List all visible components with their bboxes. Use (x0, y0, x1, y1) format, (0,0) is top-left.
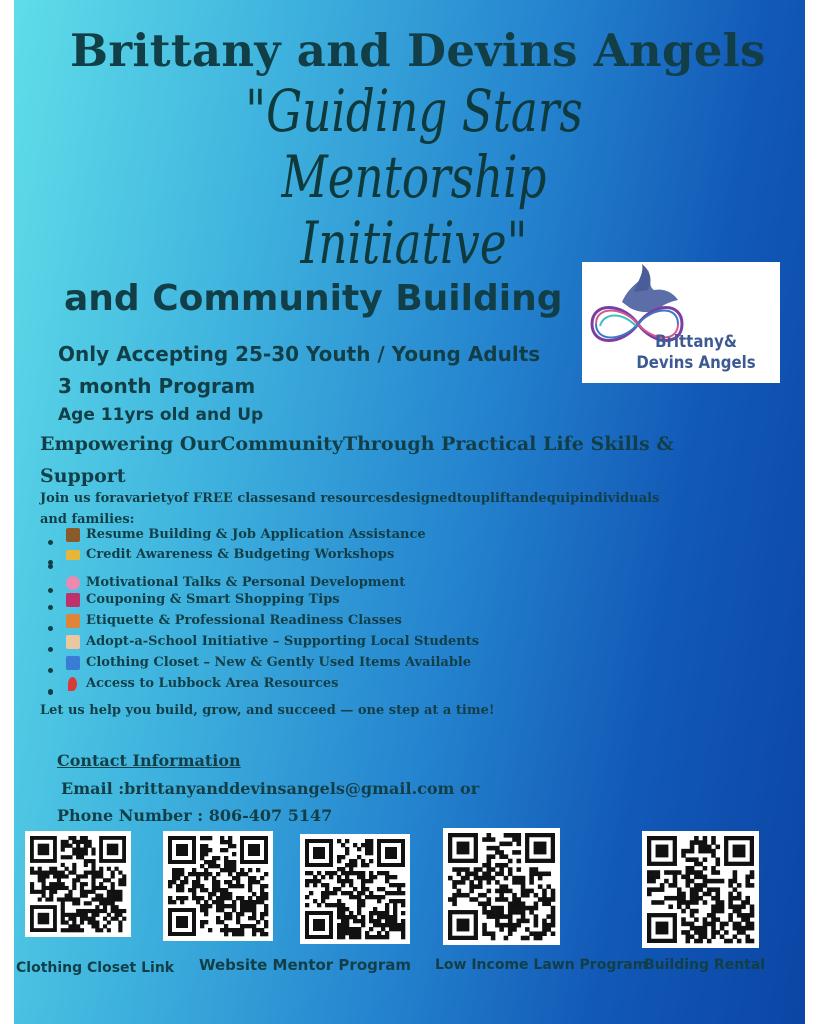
shopping-bags-icon (66, 593, 80, 607)
service-label: Motivational Talks & Personal Development (86, 575, 406, 590)
qr-caption: Clothing Closet Link (16, 960, 175, 976)
org-title: Brittany and Devins Angels (70, 24, 766, 77)
list-item (40, 677, 640, 697)
service-label: Adopt-a-School Initiative – Supporting Local Students (86, 634, 480, 649)
list-item (40, 548, 640, 568)
logo-text: Brittany& Devins Angels (636, 332, 756, 373)
initiative-title: "Guiding Stars Mentorship Initiative" (245, 77, 583, 277)
list-item (40, 614, 640, 634)
bullet (48, 690, 53, 695)
accepting-line: Only Accepting 25-30 Youth / Young Adults (58, 342, 541, 366)
service-label: Clothing Closet – New & Gently Used Items Available (86, 655, 472, 670)
bullet (48, 564, 53, 569)
qr-caption: Website Mentor Program (199, 956, 412, 974)
qr-code-building-rental[interactable] (642, 831, 759, 948)
qr-code-clothing-closet[interactable] (25, 831, 131, 937)
age-line: Age 11yrs old and Up (58, 405, 264, 425)
qr-caption: Building Rental (644, 957, 766, 973)
service-label: Credit Awareness & Budgeting Workshops (86, 547, 395, 562)
school-icon (66, 635, 80, 649)
flyer (14, 0, 805, 1024)
briefcase-icon (66, 528, 80, 542)
service-label: Access to Lubbock Area Resources (86, 676, 339, 691)
email-line[interactable]: Email :brittanyanddevinsangels@gmail.com or (61, 779, 480, 798)
list-item (40, 528, 640, 548)
list-item (40, 635, 640, 655)
list-item (40, 593, 640, 613)
map-pin-icon (68, 677, 77, 691)
bullet (48, 540, 53, 545)
shirt-icon (66, 656, 80, 670)
qr-caption: Low Income Lawn Program (435, 957, 648, 973)
qr-code-third[interactable] (300, 834, 410, 944)
credit-card-icon (66, 550, 80, 560)
headline: Empowering OurCommunityThrough Practical Life Skills & Support (40, 433, 674, 487)
qr-code-website-mentor[interactable] (163, 831, 273, 941)
service-label: Couponing & Smart Shopping Tips (86, 592, 340, 607)
list-item (40, 656, 640, 676)
bullet (48, 626, 53, 631)
closing-text: Let us help you build, grow, and succeed — one step at a time! (40, 703, 495, 718)
contact-heading: Contact Information (57, 751, 241, 770)
subtitle: and Community Building (64, 278, 563, 319)
logo (582, 262, 780, 383)
bullet (48, 668, 53, 673)
qr-code-lawn-program[interactable] (443, 828, 560, 945)
bullet (48, 605, 53, 610)
bullet (48, 647, 53, 652)
books-icon (66, 614, 80, 628)
intro-text: Join us foravarietyof FREE classesand resourcesdesignedtoupliftandequipindividuals and families: (40, 491, 660, 527)
phone-line[interactable]: Phone Number : 806-407 5147 (57, 806, 333, 825)
duration-line: 3 month Program (58, 374, 256, 398)
service-label: Etiquette & Professional Readiness Classes (86, 613, 402, 628)
brain-icon (66, 576, 80, 590)
service-label: Resume Building & Job Application Assistance (86, 527, 426, 542)
